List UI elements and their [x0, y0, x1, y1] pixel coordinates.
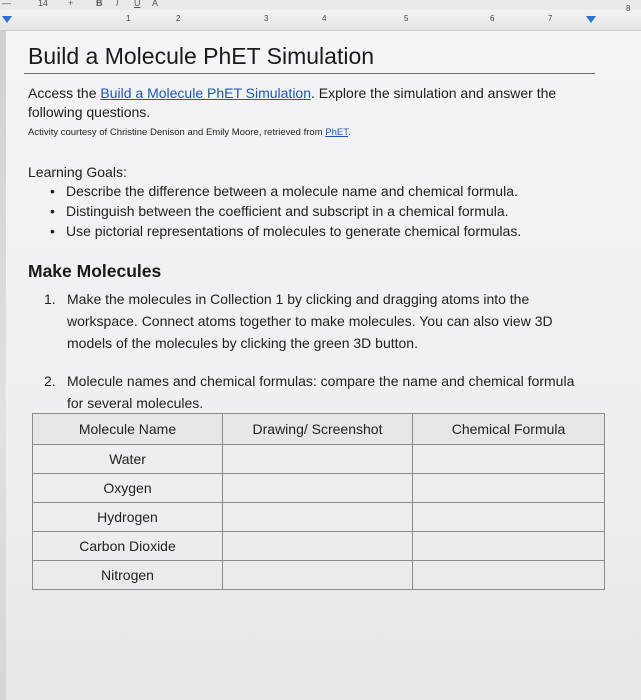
- learning-goals-list: [28, 181, 608, 241]
- formula-cell[interactable]: [413, 445, 605, 474]
- intro-suffix: . Explore the simulation and answer the following questions.: [28, 85, 557, 120]
- ruler-number: 5: [404, 14, 409, 23]
- credit-line: [28, 127, 351, 138]
- question-number: 1.: [44, 291, 56, 307]
- document-title: Build a Molecule PhET Simulation: [28, 43, 375, 69]
- table-row: [33, 532, 605, 561]
- indent-marker-icon[interactable]: [2, 16, 12, 23]
- section-heading: Make Molecules: [28, 261, 162, 281]
- underline-button[interactable]: U: [134, 0, 141, 8]
- bold-button[interactable]: B: [96, 0, 103, 8]
- intro-prefix: Access the: [28, 85, 101, 101]
- credit-text: Activity courtesy of Christine Denison and Emily Moore, retrieved from: [28, 127, 326, 138]
- drawing-cell[interactable]: [223, 503, 413, 532]
- list-item: [28, 221, 608, 241]
- table-header-row: [33, 414, 605, 445]
- toolbar-divider: —: [2, 0, 11, 8]
- question-1: [44, 288, 594, 354]
- formula-cell[interactable]: [413, 561, 605, 590]
- column-header: Molecule Name: [33, 414, 223, 445]
- molecule-name-cell: Water: [33, 445, 223, 474]
- formula-cell[interactable]: [413, 503, 605, 532]
- goal-text: Distinguish between the coefficient and subscript in a chemical formula.: [66, 203, 509, 219]
- bullet-icon: •: [50, 223, 55, 239]
- right-indent-marker-icon[interactable]: [586, 16, 596, 23]
- drawing-cell[interactable]: [223, 532, 413, 561]
- editor-toolbar: [0, 0, 641, 10]
- ruler-number: 7: [548, 14, 553, 23]
- bullet-icon: •: [50, 183, 55, 199]
- list-item: [28, 201, 608, 221]
- phet-link[interactable]: PhET: [325, 127, 348, 138]
- formula-cell[interactable]: [413, 474, 605, 503]
- table-row: [33, 561, 605, 590]
- simulation-link[interactable]: Build a Molecule PhET Simulation: [100, 85, 312, 101]
- molecule-name-cell: Oxygen: [33, 474, 223, 503]
- formula-cell[interactable]: [413, 532, 605, 561]
- intro-paragraph: [28, 84, 593, 122]
- molecule-name-cell: Carbon Dioxide: [33, 532, 223, 561]
- question-2: [44, 370, 594, 414]
- ruler-number: 1: [126, 14, 131, 23]
- table-row: [33, 503, 605, 532]
- column-header: Drawing/ Screenshot: [223, 414, 413, 445]
- ruler-number: 8: [626, 4, 631, 13]
- font-size-increase-button[interactable]: +: [68, 0, 74, 8]
- ruler-number: 3: [264, 14, 269, 23]
- molecule-name-cell: Hydrogen: [33, 503, 223, 532]
- goal-text: Describe the difference between a molecule name and chemical formula.: [66, 183, 518, 199]
- table-row: [33, 445, 605, 474]
- table-row: [33, 474, 605, 503]
- ruler-number: 6: [490, 14, 495, 23]
- document-page[interactable]: [6, 31, 641, 700]
- ruler-number: 4: [322, 14, 327, 23]
- goal-text: Use pictorial representations of molecules to generate chemical formulas.: [66, 223, 522, 239]
- drawing-cell[interactable]: [223, 561, 413, 590]
- column-header: Chemical Formula: [413, 414, 605, 445]
- font-size-field[interactable]: 14: [38, 0, 49, 8]
- question-text: Molecule names and chemical formulas: compare the name and chemical formula for several molecules.: [67, 373, 575, 411]
- molecule-name-cell: Nitrogen: [33, 561, 223, 590]
- italic-button[interactable]: I: [116, 0, 119, 8]
- bullet-icon: •: [50, 203, 55, 219]
- question-number: 2.: [44, 373, 56, 389]
- learning-goals-label: Learning Goals:: [28, 164, 127, 180]
- drawing-cell[interactable]: [223, 445, 413, 474]
- text-color-button[interactable]: A: [152, 0, 159, 8]
- molecule-table: [32, 413, 605, 590]
- credit-end: .: [347, 127, 351, 138]
- drawing-cell[interactable]: [223, 474, 413, 503]
- list-item: [28, 181, 608, 201]
- ruler-number: 2: [176, 14, 181, 23]
- title-underline: [24, 73, 595, 74]
- question-text: Make the molecules in Collection 1 by clicking and dragging atoms into the workspace. Connect atoms together to make molecules. You can also view 3D models of the molecules by clicking the green 3D button.: [67, 291, 553, 351]
